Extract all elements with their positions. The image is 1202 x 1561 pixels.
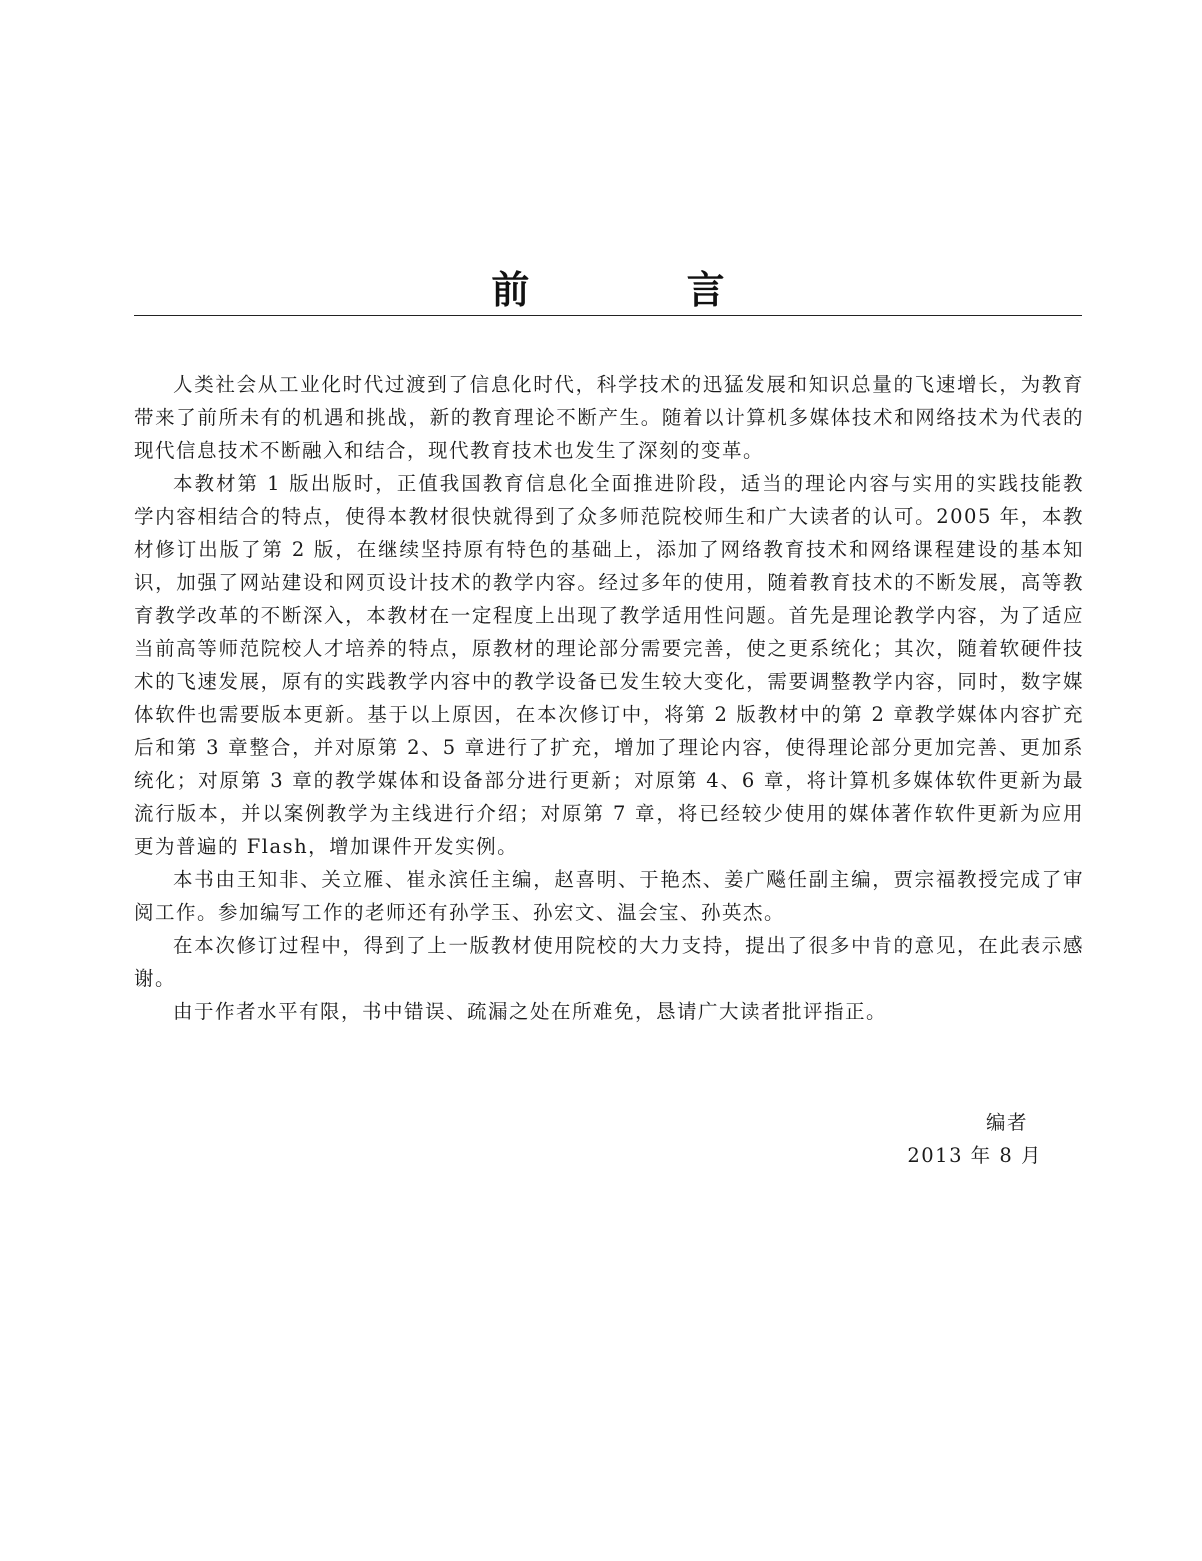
preface-body [134,368,1084,1028]
signature-author: 编者 [985,1111,1028,1134]
paragraph: 由于作者水平有限，书中错误、疏漏之处在所难免，恳请广大读者批评指正。 [173,1000,888,1023]
title-divider [134,315,1082,316]
paragraph: 本教材第 1 版出版时，正值我国教育信息化全面推进阶段，适当的理论内容与实用的实践技能教学内容相结合的特点，使得本教材很快就得到了众多师范院校师生和广大读者的认可。2005 年，本教材修订出版了第 2 版，在继续坚持原有特色的基础上，添加了网络教育技术和网络课程建设的基本知识，加强了网站建设和网页设计技术的教学内容。经过多年的使用，随着教育技术的不断发展，高等教育教学改革的不断深入，本教材在一定程度上出现了教学适用性问题。首先是理论教学内容，为了适应当前高等师范院校人才培养的特点，原教材的理论部分需要完善，使之更系统化；其次，随着软硬件技术的飞速发展，原有的实践教学内容中的教学设备已发生较大变化，需要调整教学内容，同时，数字媒体软件也需要版本更新。基于以上原因，在本次修订中，将第 2 版教材中的第 2 章教学媒体内容扩充后和第 3 章整合，并对原第 2、5 章进行了扩充，增加了理论内容，使得理论部分更加完善、更加系统化；对原第 3 章的教学媒体和设备部分进行更新；对原第 4、6 章，将计算机多媒体软件更新为最流行版本，并以案例教学为主线进行介绍；对原第 7 章，将已经较少使用的媒体著作软件更新为应用更为普遍的 Flash，增加课件开发实例。 [134,472,1084,858]
paragraph: 人类社会从工业化时代过渡到了信息化时代，科学技术的迅猛发展和知识总量的飞速增长，为教育带来了前所未有的机遇和挑战，新的教育理论不断产生。随着以计算机多媒体技术和网络技术为代表的现代信息技术不断融入和结合，现代教育技术也发生了深刻的变革。 [134,373,1084,462]
signature-date: 2013 年 8 月 [907,1144,1042,1167]
page-title: 前 言 [491,268,797,312]
paragraph: 本书由王知非、关立雁、崔永滨任主编，赵喜明、于艳杰、姜广飚任副主编，贾宗福教授完成了审阅工作。参加编写工作的老师还有孙学玉、孙宏文、温会宝、孙英杰。 [134,868,1084,924]
paragraph: 在本次修订过程中，得到了上一版教材使用院校的大力支持，提出了很多中肯的意见，在此表示感谢。 [134,934,1084,990]
signature-block [907,1106,1042,1172]
